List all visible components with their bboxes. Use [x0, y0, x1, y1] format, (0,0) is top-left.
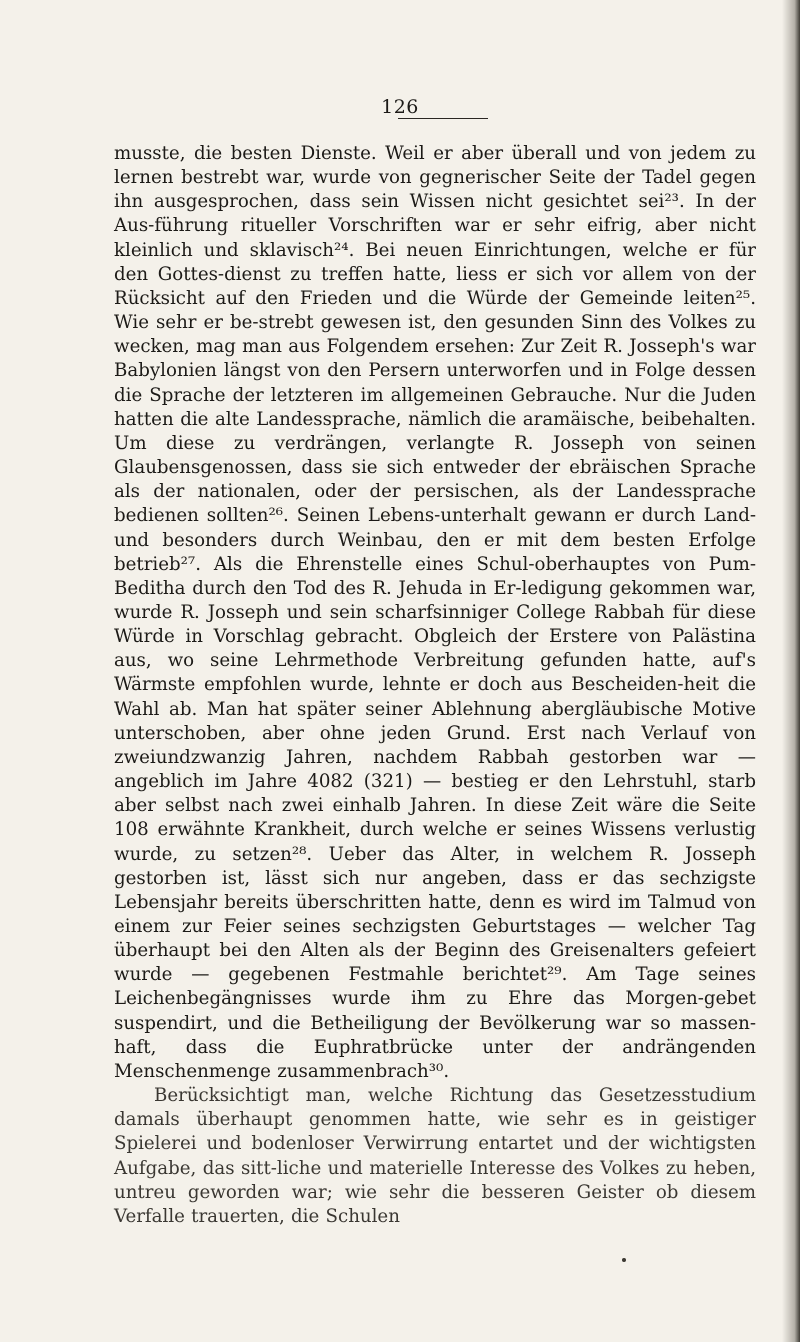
body-text: [114, 142, 756, 1229]
page-number: 126: [381, 96, 419, 118]
paragraph-2: Berücksichtigt man, welche Richtung das Gesetzesstudium damals überhaupt genommen hatte, wie sehr es in geistiger Spielerei und bodenloser Verwirrung entartet und der wichtigsten Aufgabe, das sitt-liche und materielle Interesse des Volkes zu heben, untreu geworden war; wie sehr die besseren Geister ob diesem Verfalle trauerten, die Schulen: [114, 1085, 756, 1227]
page-number-rule: [398, 118, 488, 119]
ink-speck: [622, 1258, 626, 1262]
paragraph-1: musste, die besten Dienste. Weil er aber überall und von jedem zu lernen bestrebt war, wurde von gegnerischer Seite der Tadel gegen ihn ausgesprochen, dass sein Wissen nicht gesichtet sei²³. In der Aus-führung ritueller Vorschriften war er sehr eifrig, aber nicht kleinlich und sklavisch²⁴. Bei neuen Einrichtungen, welche er für den Gottes-dienst zu treffen hatte, liess er sich vor allem von der Rücksicht auf den Frieden und die Würde der Gemeinde leiten²⁵. Wie sehr er be-strebt gewesen ist, den gesunden Sinn des Volkes zu wecken, mag man aus Folgendem ersehen: Zur Zeit R. Josseph's war Babylonien längst von den Persern unterworfen und in Folge dessen die Sprache der letzteren im allgemeinen Gebrauche. Nur die Juden hatten die alte Landessprache, nämlich die aramäische, beibehalten. Um diese zu verdrängen, verlangte R. Josseph von seinen Glaubensgenossen, dass sie sich entweder der ebräischen Sprache als der nationalen, oder der persischen, als der Landessprache bedienen sollten²⁶. Seinen Lebens-unterhalt gewann er durch Land- und besonders durch Weinbau, den er mit dem besten Erfolge betrieb²⁷. Als die Ehrenstelle eines Schul-oberhauptes von Pum-Beditha durch den Tod des R. Jehuda in Er-ledigung gekommen war, wurde R. Josseph und sein scharfsinniger College Rabbah für diese Würde in Vorschlag gebracht. Obgleich der Erstere von Palästina aus, wo seine Lehrmethode Verbreitung gefunden hatte, auf's Wärmste empfohlen wurde, lehnte er doch aus Bescheiden-heit die Wahl ab. Man hat später seiner Ablehnung abergläubische Motive unterschoben, aber ohne jeden Grund. Erst nach Verlauf von zweiundzwanzig Jahren, nachdem Rabbah gestorben war — angeblich im Jahre 4082 (321) — bestieg er den Lehrstuhl, starb aber selbst nach zwei einhalb Jahren. In diese Zeit wäre die Seite 108 erwähnte Krankheit, durch welche er seines Wissens verlustig wurde, zu setzen²⁸. Ueber das Alter, in welchem R. Josseph gestorben ist, lässt sich nur angeben, dass er das sechzigste Lebensjahr bereits überschritten hatte, denn es wird im Talmud von einem zur Feier seines sechzigsten Geburtstages — welcher Tag überhaupt bei den Alten als der Beginn des Greisenalters gefeiert wurde — gegebenen Festmahle berichtet²⁹. Am Tage seines Leichenbegängnisses wurde ihm zu Ehre das Morgen-gebet suspendirt, und die Betheiligung der Bevölkerung war so massen-haft, dass die Euphratbrücke unter der andrängenden Menschenmenge zusammenbrach³⁰.: [114, 143, 756, 1082]
page-edge-shadow: [782, 0, 800, 1342]
